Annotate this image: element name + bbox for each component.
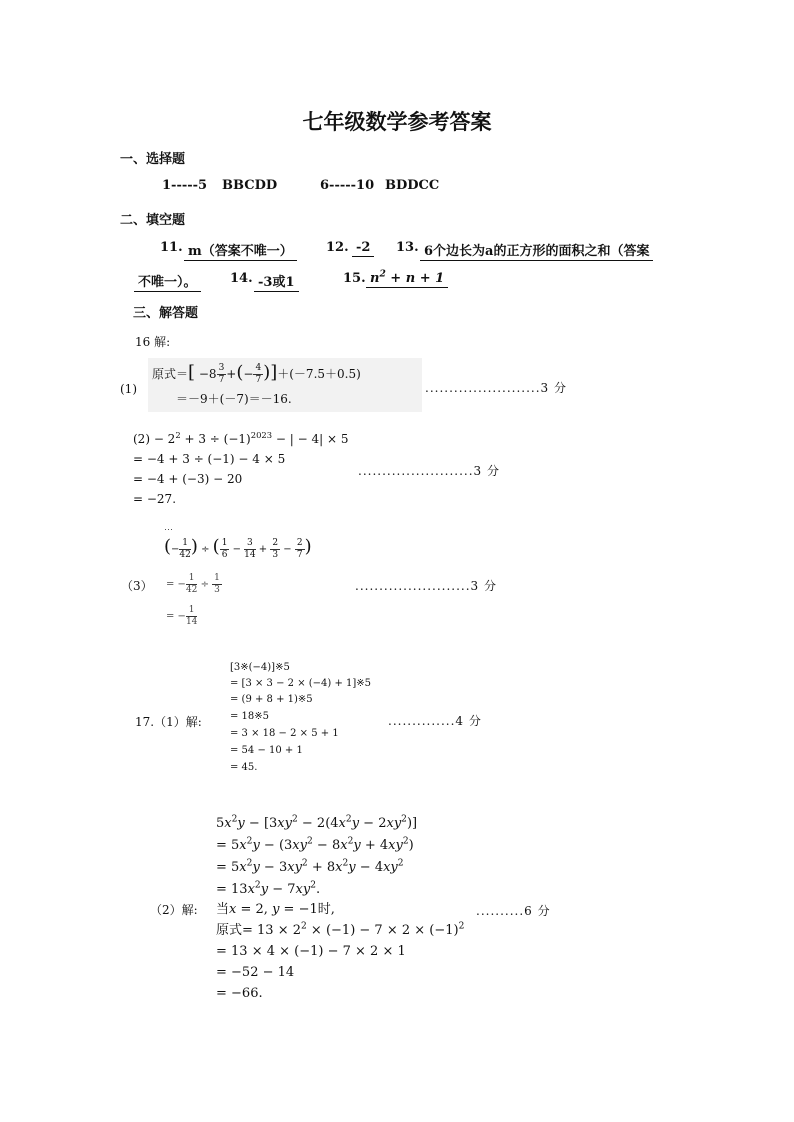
q17-part1-label: 17.（1）解: — [135, 715, 202, 729]
q16-part2-line4: = −27. — [133, 492, 177, 506]
q17-part2-label: （2）解: — [150, 903, 198, 917]
q15-answer: $n^2 + n + 1$ — [366, 271, 448, 288]
q17-part2-score: ..........6 分 — [476, 904, 551, 918]
section-fill-heading: 二、填空题 — [120, 213, 186, 228]
q16-part2-line2: = −4 + 3 ÷ (−1) − 4 × 5 — [133, 452, 286, 466]
q17-part1-line: = [3 × 3 − 2 × (−4) + 1]※5 — [230, 678, 372, 689]
q16-part1-label: (1) — [120, 382, 137, 396]
q17-part1-line: = (9 + 8 + 1)※5 — [230, 694, 313, 705]
q13-number: 13. — [396, 240, 419, 255]
q13-answer-line1: 6个边长为a的正方形的面积之和（答案 — [420, 240, 653, 261]
section-solve-heading: 三、解答题 — [133, 306, 199, 321]
q13-answer-line2: 不唯一）。 — [134, 271, 201, 292]
q17-part2-line2: = $5x^2y - (3xy^2 - 8x^2y + 4xy^2)$ — [216, 836, 414, 853]
q17-part1-line: = 18※5 — [230, 711, 270, 722]
q17-part2-line6: 原式= $13 \times 2^2 \times (-1) - 7 \times 2 \times (-1)^2$ — [216, 921, 465, 938]
q17-part1-line: = 45. — [230, 762, 258, 773]
q15-number: 15. — [343, 271, 366, 286]
q11-answer: m（答案不唯一） — [184, 240, 297, 261]
q16-part3-score: ........................3 分 — [355, 579, 497, 593]
choice-answers-2: BDDCC — [385, 178, 440, 193]
q16-part2-score: ........................3 分 — [358, 464, 500, 478]
page-title: 七年级数学参考答案 — [302, 109, 492, 134]
choice-answers-1: BBCDD — [222, 178, 278, 193]
q17-part2-line9: = −66. — [216, 986, 263, 1001]
q16-label: 16 解: — [135, 335, 171, 349]
q17-part2-line5: 当x = 2, y = −1时, — [216, 902, 335, 917]
q16-part1-image — [148, 358, 422, 412]
q11-number: 11. — [160, 240, 183, 255]
q17-part1-line: = 54 − 10 + 1 — [230, 745, 303, 756]
q16-part1-line2: ＝－9＋(－7)＝－16. — [176, 392, 292, 406]
q17-part2-line1: $5x^2y - [3xy^2 - 2(4x^2y - 2xy^2)]$ — [216, 814, 418, 831]
q17-part2-line4: = $13x^2y - 7xy^2$. — [216, 880, 321, 897]
q16-part1-score: ........................3 分 — [425, 381, 567, 395]
q16-part3-dots: ⋯ — [164, 525, 173, 535]
q16-part3-line3: = − $\frac{1}{14}$ — [166, 605, 198, 627]
q16-part2-line3: = −4 + (−3) − 20 — [133, 472, 243, 486]
q16-part1-line1: 原式＝[ −8 $\frac{3}{7}$ +(− $\frac{4}{7}$ )]＋(－7.5＋0.5) — [152, 362, 361, 385]
q16-part2-line1: $(2) - 2^2 + 3 \div (-1)^{2023}$ − | − 4| × 5 — [133, 430, 349, 446]
q16-part3-label: （3） — [121, 579, 153, 593]
q14-answer: -3或1 — [254, 271, 299, 292]
q16-part3-line1: (− $\frac{1}{42}$ ) ÷ ( $\frac{1}{6}$ − $\frac{3}{14}$ + $\frac{2}{3}$ − $\frac{2}{7}$ ) — [164, 536, 312, 560]
choice-range-1: 1-----5 — [162, 178, 208, 193]
q17-part2-line8: = −52 − 14 — [216, 965, 295, 980]
q17-part2-line7: = 13 × 4 × (−1) − 7 × 2 × 1 — [216, 944, 406, 959]
q17-part2-line3: = $5x^2y - 3xy^2 + 8x^2y - 4xy^2$ — [216, 858, 404, 875]
q14-number: 14. — [230, 271, 253, 286]
q12-number: 12. — [326, 240, 349, 255]
q17-part1-line: [3※(−4)]※5 — [230, 662, 290, 673]
q12-answer: -2 — [352, 240, 374, 257]
section-choice-heading: 一、选择题 — [120, 152, 186, 167]
q16-part3-line2: = − $\frac{1}{42}$ ÷ $\frac{1}{3}$ — [166, 573, 220, 595]
choice-range-2: 6-----10 — [320, 178, 375, 193]
q17-part1-line: = 3 × 18 − 2 × 5 + 1 — [230, 728, 339, 739]
q17-part1-score: ..............4 分 — [388, 714, 482, 728]
